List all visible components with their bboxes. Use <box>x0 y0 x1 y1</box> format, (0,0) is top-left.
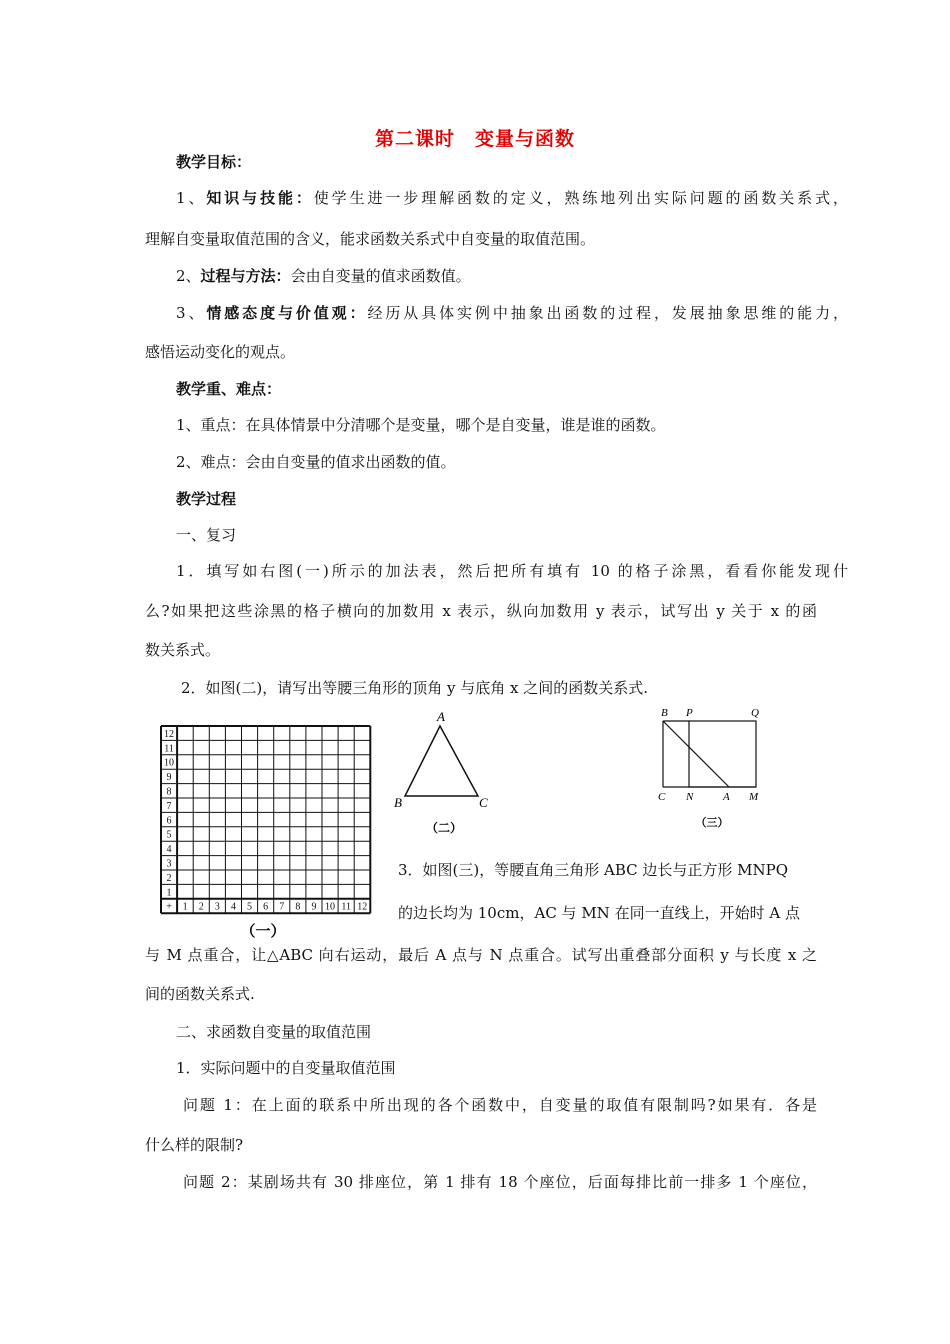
label-q: Q <box>751 707 759 719</box>
objectives-heading: 教学目标： <box>176 153 252 171</box>
range-heading: 二、求函数自变量的取值范围 <box>176 1023 372 1041</box>
problem-1: 问题 1：在上面的联系中所出现的各个函数中，自变量的取值有限制吗?如果有．各是 <box>183 1096 817 1114</box>
grid-col-label: 10 <box>325 901 336 913</box>
question-3-cont2: 与 M 点重合，让△ABC 向右运动，最后 A 点与 N 点重合。试写出重叠部分面积 y 与长度 x 之 <box>145 946 817 964</box>
grid-col-label: 9 <box>311 901 317 913</box>
figure-3-triangle-square <box>652 704 772 834</box>
review-heading: 一、复习 <box>176 526 237 544</box>
question-1-cont: 么?如果把这些涂黑的格子横向的加数用 x 表示，纵向加数用 y 表示，试写出 y 关于 x 的函 <box>145 602 817 620</box>
page-title: 第二课时 变量与函数 <box>374 128 575 150</box>
grid-row-label: 9 <box>166 772 172 784</box>
grid-row-label: 3 <box>166 858 172 870</box>
process-heading: 教学过程 <box>176 490 237 508</box>
objective-3-cont: 感悟运动变化的观点。 <box>145 343 296 361</box>
figure-2-caption: （二） <box>425 821 463 835</box>
problem-2: 问题 2：某剧场共有 30 排座位，第 1 排有 18 个座位，后面每排比前一排多 1 个座位， <box>183 1173 817 1191</box>
question-2: 2．如图(二)，请写出等腰三角形的顶角 y 与底角 x 之间的函数关系式. <box>181 679 649 697</box>
figure-1-addition-grid <box>155 722 385 947</box>
label-b: B <box>394 795 402 810</box>
problem-1-cont: 什么样的限制? <box>145 1136 244 1154</box>
label-n: N <box>686 791 694 803</box>
key-point-1: 1、重点：在具体情景中分清哪个是变量，哪个是自变量，谁是谁的函数。 <box>176 416 666 434</box>
grid-corner-label: + <box>166 901 172 913</box>
objective-3: 3、情感态度与价值观：经历从具体实例中抽象出函数的过程，发展抽象思维的能力， <box>176 304 848 322</box>
question-1: 1．填写如右图(一)所示的加法表，然后把所有填有 10 的格子涂黑，看看你能发现什 <box>176 562 848 580</box>
label-c: C <box>658 791 666 803</box>
grid-row-label: 5 <box>166 829 172 841</box>
keypoints-heading: 教学重、难点： <box>176 380 282 398</box>
grid-col-label: 11 <box>341 901 351 913</box>
label-a: A <box>437 709 445 724</box>
question-1-end: 数关系式。 <box>145 641 221 659</box>
grid-row-label: 6 <box>166 815 172 827</box>
grid-col-label: 5 <box>247 901 253 913</box>
figure-1-caption: （一） <box>240 924 286 940</box>
square-mnpq <box>689 721 756 787</box>
grid-col-label: 4 <box>230 901 236 913</box>
label-m: M <box>749 791 759 803</box>
grid-row-label: 12 <box>164 728 175 740</box>
grid-row-label: 7 <box>166 800 172 812</box>
grid-row-label: 4 <box>166 844 172 856</box>
label-b: B <box>661 707 668 719</box>
grid-col-label: 3 <box>214 901 220 913</box>
hypotenuse-ba <box>663 721 729 787</box>
grid-row-label: 8 <box>166 786 172 798</box>
grid-col-label: 6 <box>263 901 269 913</box>
question-3-end: 间的函数关系式. <box>145 985 255 1003</box>
grid-row-label: 11 <box>164 743 174 755</box>
objective-1-cont: 理解自变量取值范围的含义，能求函数关系式中自变量的取值范围。 <box>145 230 596 248</box>
grid-row-label: 2 <box>166 872 172 884</box>
key-point-2: 2、难点：会由自变量的值求出函数的值。 <box>176 453 456 471</box>
grid-col-label: 8 <box>295 901 301 913</box>
grid-col-label: 1 <box>182 901 188 913</box>
grid-col-label: 2 <box>198 901 204 913</box>
grid-col-label: 7 <box>279 901 285 913</box>
objective-2: 2、过程与方法：会由自变量的值求函数值。 <box>176 267 471 285</box>
question-3: 3．如图(三)，等腰直角三角形 ABC 边长与正方形 MNPQ <box>398 861 789 879</box>
question-3-cont: 的边长均为 10cm，AC 与 MN 在同一直线上，开始时 A 点 <box>398 904 800 922</box>
label-p: P <box>686 707 693 719</box>
range-subheading-1: 1．实际问题中的自变量取值范围 <box>176 1059 396 1077</box>
triangle-abc <box>405 726 478 796</box>
label-a: A <box>723 791 730 803</box>
figure-2-triangle <box>392 708 512 838</box>
grid-row-label: 10 <box>164 757 175 769</box>
label-c: C <box>479 795 488 810</box>
grid-row-label: 1 <box>166 887 172 899</box>
figure-3-caption: （三） <box>695 817 729 829</box>
grid-col-label: 12 <box>357 901 368 913</box>
objective-1: 1、知识与技能：使学生进一步理解函数的定义，熟练地列出实际问题的函数关系式， <box>176 189 848 207</box>
